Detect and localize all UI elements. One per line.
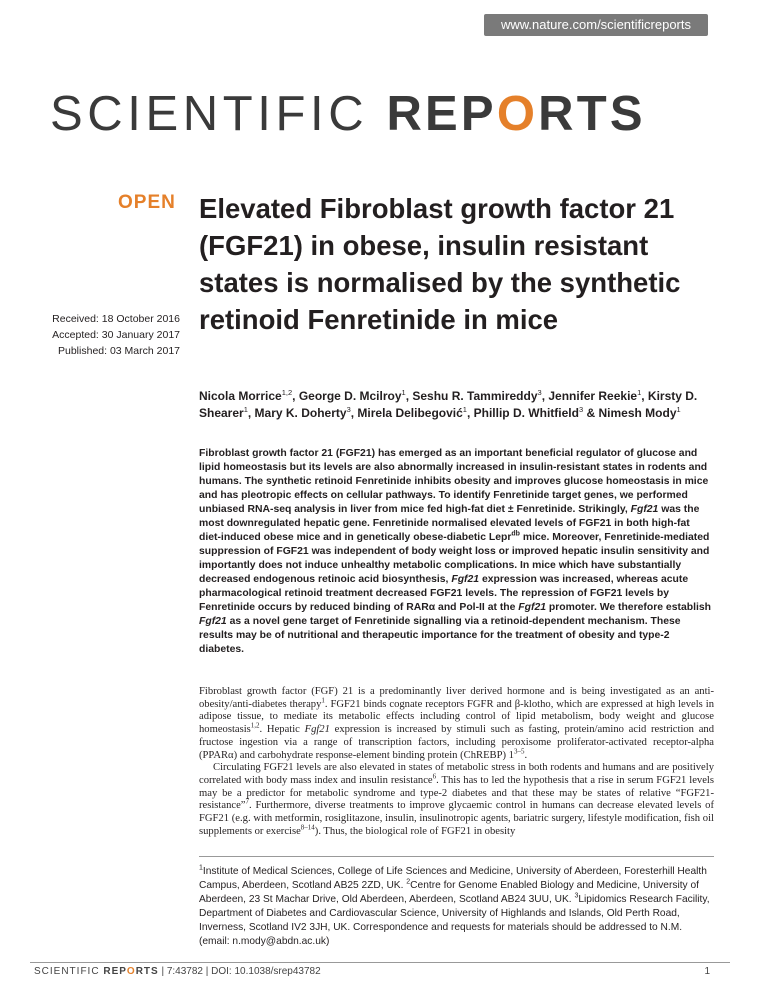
- footer-citation: | 7:43782 | DOI: 10.1038/srep43782: [161, 966, 321, 977]
- abstract: Fibroblast growth factor 21 (FGF21) has emerged as an important beneficial regulator of glucose and lipid homeostasis but its levels are also abnormally increased in insulin-resistant states in rodents and humans. The synthetic retinoid Fenretinide inhibits obesity and improves glucose homeostasis in mice and has pleotropic effects on cellular pathways. To identify Fenretinide target genes, we performed unbiased RNA-seq analysis in liver from mice fed high-fat diet ± Fenretinide. Strikingly, Fgf21 was the most downregulated hepatic gene. Fenretinide normalised elevated levels of FGF21 in both high-fat diet-induced obese mice and in genetically obese-diabetic Lepr$^{db}$ mice. Moreover, Fenretinide-mediated suppression of FGF21 was independent of body weight loss or improved hepatic insulin sensitivity and importantly does not induce unhealthy metabolic complications. In mice which have substantially decreased endogenous retinoic acid biosynthesis, Fgf21 expression was increased, whereas acute pharmacological retinoid treatment decreased FGF21 levels. The repression of FGF21 levels by Fenretinide occurs by reduced binding of RARα and Pol-II at the Fgf21 promoter. We therefore establish Fgf21 as a novel gene target of Fenretinide signalling via a retinoid-dependent mechanism. These results may be of nutritional and therapeutic importance for the treatment of obesity and type-2 diabetes.: [199, 448, 711, 655]
- citation-ref[interactable]: 1: [321, 696, 325, 705]
- footer-journal-name: SCIENTIFIC REPORTS: [34, 966, 159, 977]
- citation-ref[interactable]: 3–5: [513, 746, 525, 755]
- masthead-scientific: SCIENTIFIC: [50, 87, 369, 141]
- published-date: Published: 03 March 2017: [58, 345, 180, 357]
- author[interactable]: Nimesh Mody$^1$: [598, 405, 681, 420]
- masthead-reports: REPORTS: [386, 87, 646, 141]
- citation-ref[interactable]: 7: [245, 797, 249, 806]
- author[interactable]: Seshu R. Tammireddy$^3$: [412, 388, 542, 403]
- author[interactable]: Phillip D. Whitfield$^3$: [473, 405, 584, 420]
- footer-divider: [30, 962, 730, 963]
- citation-ref[interactable]: 1,2: [250, 721, 260, 730]
- affiliation-divider: [199, 856, 714, 857]
- author[interactable]: Nicola Morrice$^{1,2}$: [199, 388, 293, 403]
- page-footer: [34, 966, 321, 977]
- affiliations: $^1$Institute of Medical Sciences, College of Life Sciences and Medicine, University of Aberdeen, Foresterhill Health Campus, Aberdeen, Scotland AB25 2ZD, UK. $^2$Centre for Genome Enabled Biology and Medicine, University of Aberdeen, 23 St Machar Drive, Old Aberdeen, Aberdeen, Scotland AB24 3UU, UK. $^3$Lipidomics Research Facility, Department of Diabetes and Cardiovascular Science, University of Highlands and Islands, Old Perth Road, Inverness, Scotland IV2 3JH, UK. Correspondence and requests for materials should be addressed to N.M. (email: n.mody@abdn.ac.uk): [199, 864, 710, 947]
- received-date: Received: 18 October 2016: [52, 313, 180, 325]
- author[interactable]: Mary K. Doherty$^3$: [254, 405, 351, 420]
- intro-paragraph-1: Fibroblast growth factor (FGF) 21 is a predominantly liver derived hormone and is being investigated as an anti-obesity/anti-diabetes therapy$^1$. FGF21 binds cognate receptors FGFR and β-klotho, which are expressed at high levels in adipose tissue, to mediate its metabolic effects including control of lipid metabolism, body weight and glucose homeostasis$^{1,2}$. Hepatic Fgf21 expression is increased by stimuli such as fasting, protein/amino acid restriction and fructose ingestion via a range of transcription factors, including peroxisome proliferator-activated receptor-alpha (PPARα) and carbohydrate response-element binding protein (ChREBP) 1$^{3-5}$.: [199, 686, 714, 761]
- citation-ref[interactable]: 6: [432, 772, 437, 781]
- gene-name: Fgf21: [630, 504, 659, 515]
- author[interactable]: Kirsty D. Shearer$^1$: [199, 389, 698, 420]
- introduction-text: [199, 686, 714, 838]
- author[interactable]: Jennifer Reekie$^1$: [548, 388, 642, 403]
- author[interactable]: George D. Mcilroy$^1$: [298, 388, 406, 403]
- article-title: Elevated Fibroblast growth factor 21 (FGF21) in obese, insulin resistant states is normalised by the synthetic retinoid Fenretinide in mice: [199, 193, 681, 335]
- author-list: Nicola Morrice$^{1,2}$, George D. Mcilroy$^1$, Seshu R. Tammireddy$^3$, Jennifer Reekie$^1$, Kirsty D. Shearer$^1$, Mary K. Doherty$^3$, Mirela Delibegović$^1$, Phillip D. Whitfield$^3$ & Nimesh Mody$^1$: [199, 388, 698, 420]
- intro-paragraph-2: Circulating FGF21 levels are also elevated in states of metabolic stress in both rodents and humans and are positively correlated with body mass index and insulin resistance$^6$. This has to led the hypothesis that a rise in serum FGF21 levels may be a predictor for metabolic syndrome and type-2 diabetes and that these may be states of relative “FGF21-resistance”$^7$. Furthermore, diverse treatments to improve glycaemic control in humans can decrease elevated levels of FGF21 (e.g. with metformin, rosiglitazone, insulin, insulinotropic agents, bariatric surgery, lifestyle modification, fish oil supplements or exercise$^{8-14}$). Thus, the biological role of FGF21 in obesity: [199, 762, 714, 837]
- accepted-date: Accepted: 30 January 2017: [52, 329, 180, 341]
- journal-url-badge[interactable]: www.nature.com/scientificreports: [484, 14, 708, 36]
- author[interactable]: Mirela Delibegović$^1$: [357, 405, 467, 420]
- journal-masthead: [50, 84, 710, 144]
- citation-ref[interactable]: 8–14: [300, 823, 315, 832]
- page-number: 1: [704, 966, 710, 977]
- article-dates: [30, 311, 180, 359]
- open-access-label: OPEN: [118, 192, 176, 213]
